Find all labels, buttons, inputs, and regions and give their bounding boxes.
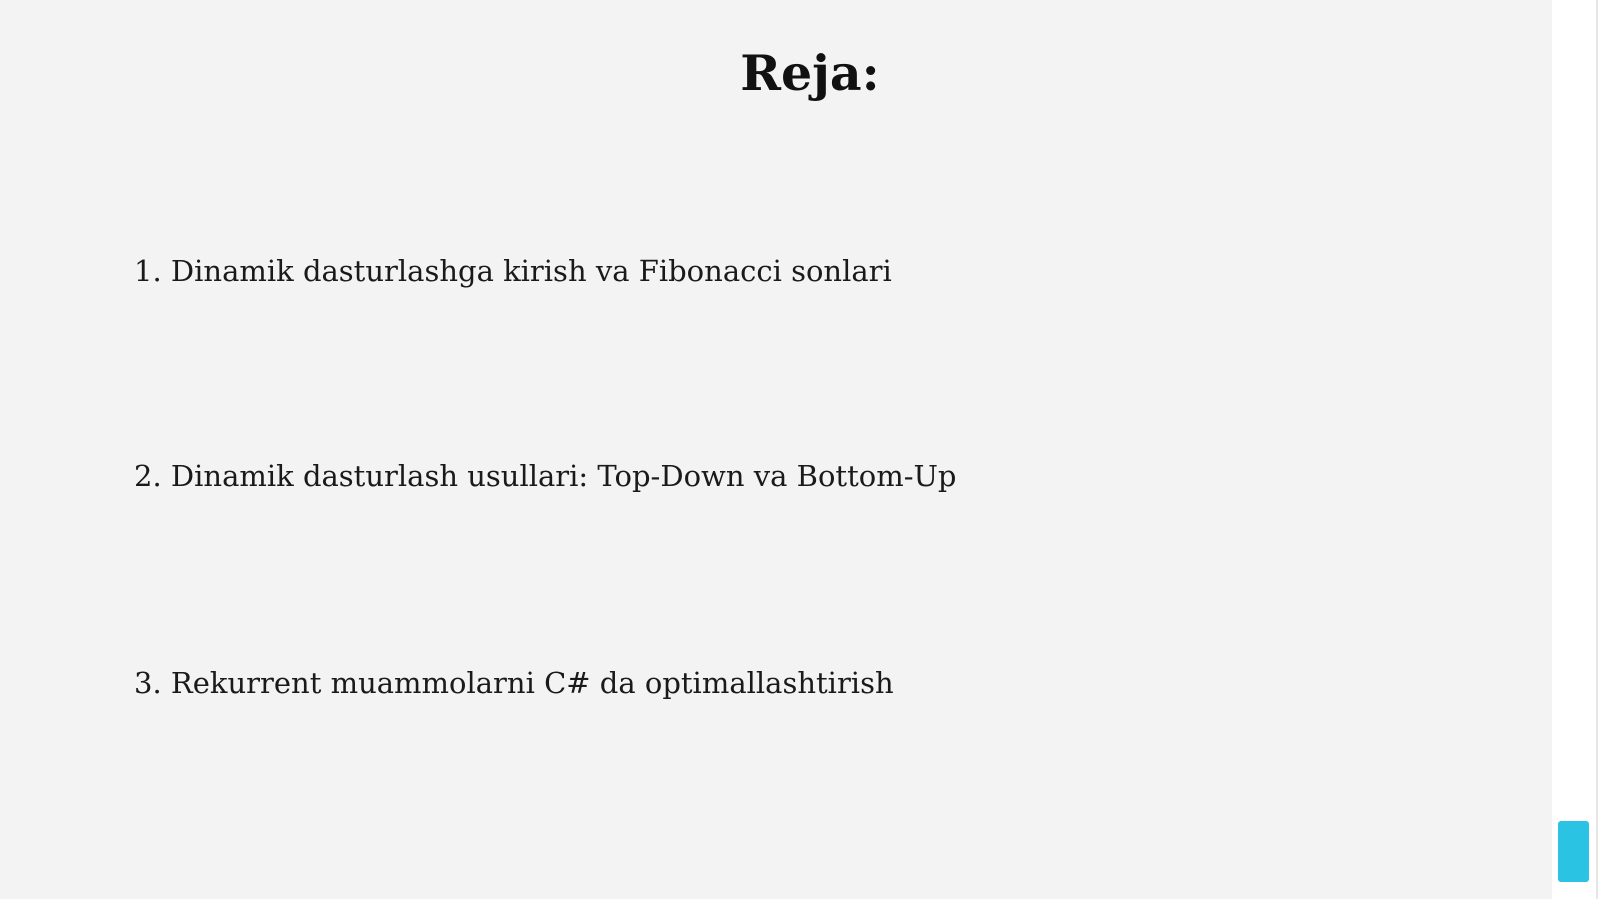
scrollbar-thumb[interactable] <box>1558 821 1589 882</box>
agenda-item-1: 1. Dinamik dasturlashga kirish va Fibonacci sonlari <box>134 254 892 288</box>
agenda-item-2: 2. Dinamik dasturlash usullari: Top-Down va Bottom-Up <box>134 459 957 493</box>
scrollbar-track[interactable] <box>1552 0 1600 899</box>
window-edge <box>1596 0 1598 899</box>
slide-title: Reja: <box>740 44 880 102</box>
agenda-item-3: 3. Rekurrent muammolarni C# da optimallashtirish <box>134 666 894 700</box>
